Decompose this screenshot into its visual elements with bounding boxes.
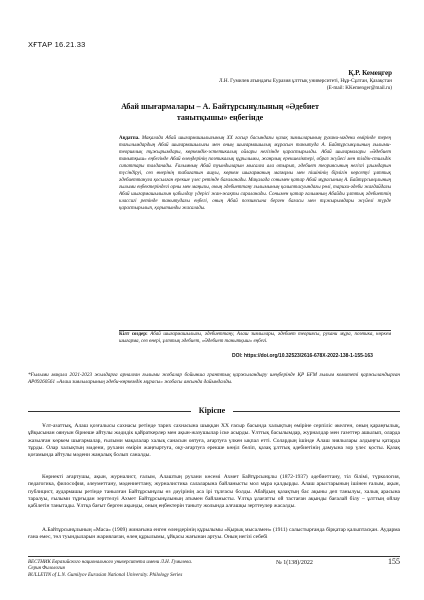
doi-link[interactable]: DOI: https://doi.org/10.32523/2616-678X-2022-138-1-155-163 (232, 353, 373, 359)
abstract-text: Мақалада Абай шығармашылығының ХХ ғасыр басындағы қазақ зиялыларының рухани-мәдени өмірінде терең тағылымдардың Абай шығармашылығы мен оның шығармашылық мұрасын танытуда А. Байтұрсынұлының ғылыми-теориялық тұжырымдары, көркемдік-эстетикалық ойлары негізінде қарастырылды. Абай шығармалары «Әдебиет танытқыш» еңбегінде Абай өлеңдерінің поэтикалық құрылымы, жанрлық ерекшеліктері, образ жүйесі мен тілдік-стильдік сипаттары талданады. Ғалымның Абай туындыларын мысалға ала отырып, әдебиет теориясының негізгі ұғымдарын түсіндіруі, сөз өнерінің табиғатын ашуы, көркем шығарманың мазмұны мен пішінінің бірлігін көрсетуі ұлттық әдебиеттануға қосылған ерекше үлес ретінде бағаланады. Мақалада сонымен қатар Абай мұрасының А. Байтұрсынұлының ғылыми еңбектеріндегі орны мен маңызы, оның әдебиеттану ғылымының қалыптасуындағы рөлі, тарихи-әдеби жағдайдағы Абай шығармашылығын қабылдау үдерісі жан-жақты сараланады. Сонымен қатар ғалымның Абайды ұлттық әдебиеттің классигі ретінде танытудағы еңбегі, оның Абай поэзиясына берген бағасы мен тұжырымдары жүйелі түрде қарастырылып, қорытынды жасалады. (119, 136, 391, 211)
page-number: 155 (388, 557, 400, 566)
journal-line-1: ВЕСТНИК Евразийского национального университета имени Л.Н. Гумилева. (28, 560, 193, 565)
body-paragraph-3: А.Байтұрсынұлының «Маса» (1909) жинағына енген өлеңдерінің құрылымы «Қырық мысалмен» (1911) салыстырғанда бірқатар қалыптасқан. Аударма ғана емес, төл туындыларын жариялаған, өлең құрылымы, ұйқасы жағынан артуы. Оның негізі себебі (28, 527, 400, 541)
article-title (70, 101, 370, 123)
footer-divider (28, 556, 400, 557)
author-name: Қ.Р. Кемеңгер (348, 69, 392, 77)
affiliation-text: Л.Н. Гумилев атындағы Еуразия ұлттық университеті, Нұр-Сұлтан, Қазақстан (219, 78, 392, 84)
author-email: (E-mail: KKemenger@mail.ru) (326, 85, 392, 91)
author-affiliation (92, 78, 392, 92)
journal-line-3: BULLETIN of L.N. Gumilyov Eurasian National University. Philology Series (28, 572, 183, 578)
keywords-text: Абай шығармашылығы, әдебиеттану, Алаш зиялылары, әдебиет теориясы, рухани мұра, поэтика, көркем шығарма, сөз өнері, ұлттық әдебиет, «Әдебиет танытқыш» еңбегі. (119, 332, 392, 344)
keywords (119, 331, 391, 345)
journal-line-2: Серия Филология (28, 566, 65, 572)
title-line-1: Абай шығармалары – А. Байтұрсынұлының «Әдебиет (121, 102, 319, 111)
classification-code: ХҒТАР 16.21.33 (28, 40, 86, 49)
title-line-2: танытқышы» еңбегінде (176, 113, 264, 122)
abstract (119, 135, 391, 212)
keywords-label: Кілт сөздер: (119, 332, 148, 337)
section-heading (0, 405, 424, 417)
funding-footnote: *Ғылыми мақала 2021-2023 жылдарға арналған ғылыми жобалар бойынша гранттық қаржыландыру шеңберінде ҚР БҒМ ғылым комитеті қаржыландырған AP09260561 «Алаш зиялыларының әдеби-көркемдік мұрасы» жобасы аясында дайындалды. (28, 372, 400, 386)
journal-info (28, 560, 192, 579)
body-paragraph-2: Көрнекті ағартушы, ақын, журналист, ғалым, Алаштың рухани көсемі Ахмет Байтұрсынұлы (1872-1937) әдебиеттану, тіл білімі, түркология, педагогика, философия, әлеуметтану, мәдениеттану, журналистика салаларына байланысты мол мұра қалдырды. Алаш арыстарының ішінен ғалым, ақын, публицист, аудармашы ретінде танылған Байтұрсынұлы өз дәуірінің аса ірі тұлғасы болды. Абайдың қазақтың бас ақыны деп танылуы, халық арасына таралуы, ғылыми тұрғыдан зерттелуі Ахмет Байтұрсынұлының атымен байланысты. Ұлтқа ұлағатты ой тастаған ақынды бағалай білу – ұлттың ойлау қабілетін танытады. Ұлтқа бағыт берген ақынды, оның еңбектерін таныту жолында алғашқы зерттеулер жасалды. (28, 474, 400, 510)
body-paragraph-1: Ұлт-азаттық, Алаш қозғалысы сахнасы ретінде тарих сахнасына шыққан ХХ ғасыр басында халықтың өміріне серпіліс әкелген, оның қараңғылық, ұйқысынан оянуын бірнеше айтулы жәдидік қайраткерлер мен ақын-жазушылар іске асырды. Ұлттық басылымдар, журналдар мен газеттер ашылып, оларда жазылған көркем шығармалар, ғылыми мақалалар халық санасын оятуға, ағартуға үлкен ықпал етті. Солардың ішінде Алаш зиялылары алдыңғы қатарда тұрды. Олар халықтың мәдени, рухани өмірін жаңғыртуға, оқу-ағартуға ерекше көңіл бөліп, қазақ ұлттық әдебиетінің дамуына зор үлес қосты. Қазақ қоғамында айтулы мәдени жаңалық болып саналды. (28, 423, 400, 459)
issue-number: № 1(138)/2022 (276, 560, 313, 566)
abstract-label: Аңдатпа. (119, 136, 140, 141)
section-title: Кіріспе (191, 406, 233, 415)
